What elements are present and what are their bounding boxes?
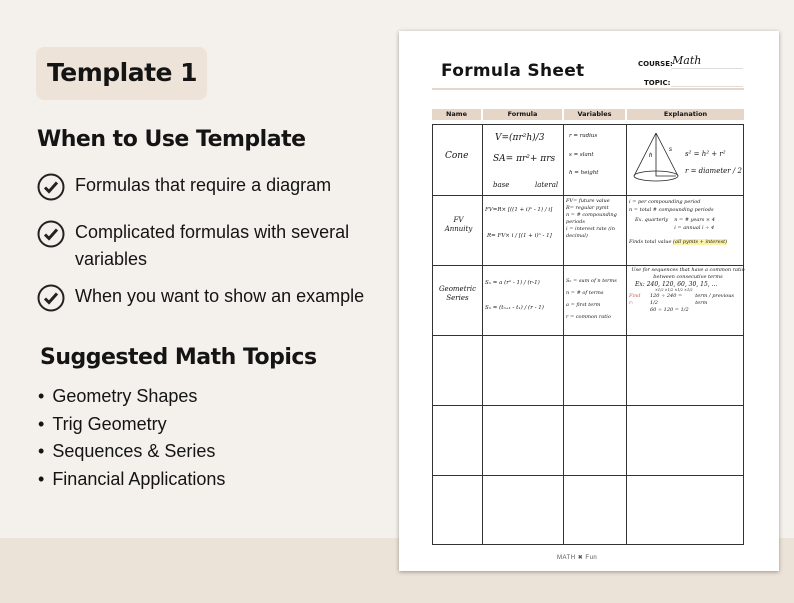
col-header: Formula [483,109,562,120]
variable: n = # of terms [566,290,604,296]
check-circle-icon [37,173,65,201]
topic-label: TOPIC: [644,79,671,87]
topics-list [38,383,225,493]
explanation: s² = h² + r² [685,150,726,158]
svg-text:s: s [669,147,672,153]
variable: n = # compounding periods [566,212,617,225]
col-header: Name [432,109,481,120]
text: i = annual i ÷ 4 [674,225,715,231]
explanation [629,198,747,246]
formula: SA= πr²+ πrs [493,154,556,164]
course-value: Math [672,54,702,67]
variable: s = slant [569,152,594,158]
check-item [37,172,377,201]
footer-logo: MATH ✖ Fun [557,555,598,561]
check-text: Complicated formulas with several variables [75,222,350,269]
variable: h = height [569,170,599,176]
row-name: FV Annuity [444,216,473,233]
annotation: lateral [535,181,559,189]
formula: Sₙ = (tₙ₊₁ - t₁) / (r - 1) [485,305,544,311]
col-header: Explanation [627,109,744,120]
variable: r = common ratio [566,314,611,320]
text: 60 ÷ 120 = 1/2 [649,307,689,313]
formula: Sₙ = a (rⁿ - 1) / (r-1) [485,280,540,286]
formula-sheet-preview [399,31,779,571]
col-header: Variables [564,109,625,120]
variable: i = interest rate (in decimal) [566,226,615,239]
topic-item: • Sequences & Series [38,438,225,466]
check-circle-icon [37,220,65,248]
formula: FV=R× [((1 + i)ⁿ - 1) / i] [485,207,553,213]
topic-item: • Trig Geometry [38,411,225,439]
check-text: Formulas that require a diagram [75,175,332,195]
text: n = total # compounding periods [629,207,714,213]
row-name: Cone [445,151,469,161]
variable: a = first term [566,302,601,308]
text: n = # years × 4 [674,217,715,223]
topics-heading: Suggested Math Topics [40,345,317,370]
row-name: Geometric Series [438,285,477,302]
text: Finds total value [629,239,672,245]
formula: V=(πr²h)/3 [495,133,545,143]
text: i = per compounding period [629,199,701,205]
check-item [37,219,377,273]
formula: R= FV× i / [(1 + i)ⁿ - 1] [487,233,552,239]
check-item [37,283,377,312]
variable: FV= future value [566,198,610,204]
sheet-title: Formula Sheet [441,61,585,81]
h-label: h [649,153,653,159]
check-circle-icon [37,284,65,312]
formula-table [432,124,744,545]
text: Ex. quarterly [635,217,669,223]
template-badge: Template 1 [36,47,207,100]
text: ×1/2 ×1/2 ×1/2 ×1/2 [655,288,693,292]
annotation: base [493,181,510,189]
variables [566,198,626,240]
text: Use for sequences that have a common ratio between consecutive terms [631,267,745,280]
cone-diagram [631,131,683,186]
course-label: COURSE: [638,60,673,68]
topic-item: • Geometry Shapes [38,383,225,411]
explanation: r = diameter / 2 [685,167,742,175]
text: 120 ÷ 240 = 1/2 [649,293,683,306]
variables [566,275,617,323]
topic-item: • Financial Applications [38,466,225,494]
variable: Sₙ = sum of n terms [566,278,617,284]
divider [432,88,744,90]
text: Ex: 240, 120, 60, 30, 15, ... [635,281,718,288]
check-text: When you want to show an example [75,286,365,306]
variable: r = radius [569,133,598,139]
text: Find r: [629,293,641,306]
text: term / previous term [695,293,734,306]
variable: R= regular pymt [566,205,609,211]
when-heading: When to Use Template [37,127,306,152]
highlight: (all pymts + interest) [673,239,728,245]
explanation [629,267,747,314]
